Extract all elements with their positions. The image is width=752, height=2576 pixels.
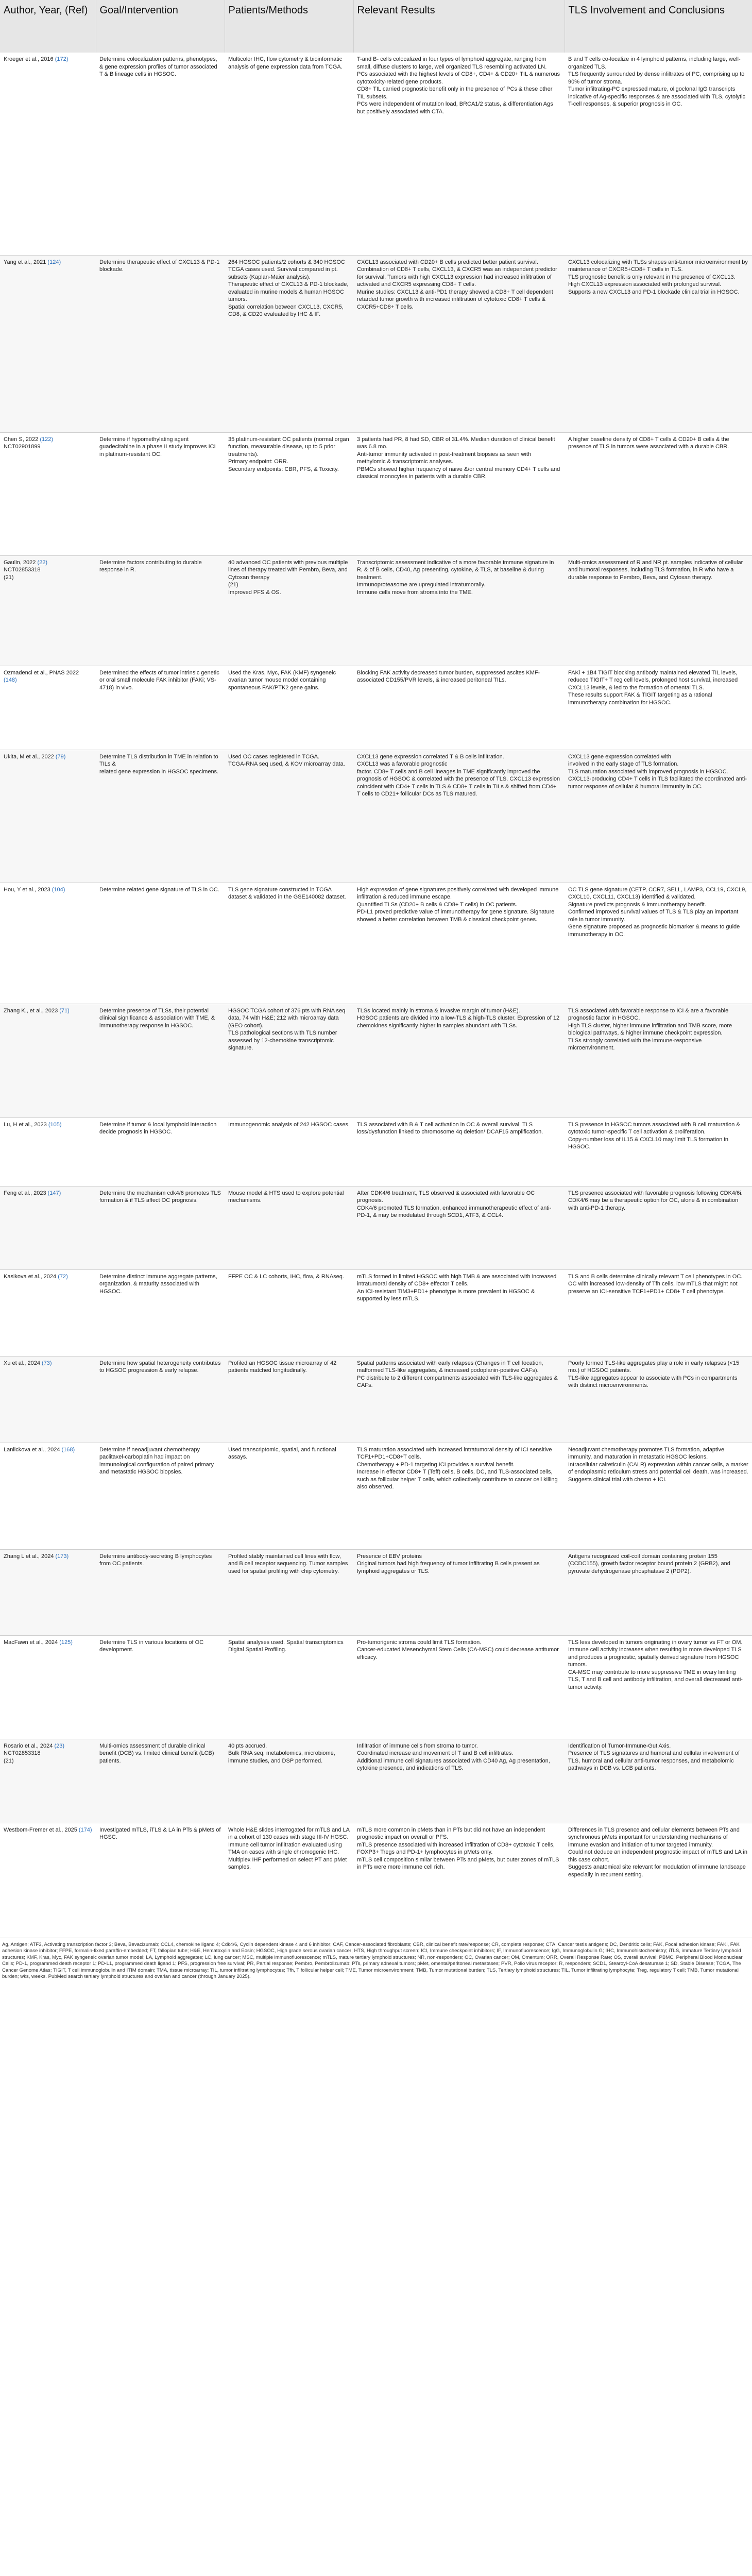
cell-paragraph: Determine factors contributing to durable response in R. bbox=[99, 559, 202, 573]
cell-tls-conclusions bbox=[565, 255, 752, 432]
cell-paragraph: Pro-tumorigenic stroma could limit TLS formation. bbox=[357, 1639, 482, 1646]
table-row bbox=[0, 1443, 752, 1549]
cell-paragraph: Determine TLS in various locations of OC development. bbox=[99, 1639, 204, 1653]
cell-goal bbox=[96, 1443, 225, 1549]
cell-paragraph: High expression of gene signatures positively correlated with developed immune infiltration & reduced immune escape. bbox=[357, 886, 559, 900]
cell-paragraph: An ICI-resistant TIM3+PD1+ phenotype is more prevalent in HGSOC & supported by less mTLS. bbox=[357, 1288, 535, 1302]
cell-results bbox=[353, 666, 565, 750]
cell-paragraph: mTLS presence associated with increased infiltration of CD8+ cytotoxic T cells, FOXP3+ Tregs and PD-1+ lymphocytes in pMets only. bbox=[357, 1841, 555, 1855]
cell-paragraph: CDK4/6 promoted TLS formation, enhanced immunotherapeutic effect of anti-PD-1, & may be modulated through SCD1, ATF3, & CCL4. bbox=[357, 1205, 552, 1218]
cell-paragraph: Signature predicts prognosis & immunotherapy benefit. bbox=[568, 901, 706, 908]
cell-results bbox=[353, 1186, 565, 1269]
cell-goal bbox=[96, 432, 225, 555]
cell-paragraph: Profiled an HGSOC tissue microarray of 42 patients matched longitudinally. bbox=[228, 1360, 337, 1374]
cell-author bbox=[0, 555, 96, 666]
cell-goal bbox=[96, 1635, 225, 1739]
cell-paragraph: Whole H&E slides interrogated for mTLS and LA in a cohort of 130 cases with stage III-IV HGSC. bbox=[228, 1826, 350, 1840]
author-text: MacFawn et al., 2024 (125) bbox=[4, 1639, 73, 1646]
cell-paragraph: Additional immune cell signatures associated with CD40 Ag, Ag presentation, cytokine presence, and indications of TLS. bbox=[357, 1757, 550, 1771]
cell-paragraph: Determined the effects of tumor intrinsic genetic or oral small molecule FAK inhibitor (FAKi; VS-4718) in vivo. bbox=[99, 669, 219, 691]
cell-paragraph: Determine distinct immune aggregate patterns, organization, & maturity associated with HGSOC. bbox=[99, 1273, 217, 1295]
cell-goal bbox=[96, 1823, 225, 1938]
cell-tls-conclusions bbox=[565, 1739, 752, 1823]
cell-patients-methods bbox=[225, 1635, 353, 1739]
cell-paragraph: These results support FAK & TIGIT targeting as a rational immunotherapy combination for HGSOC. bbox=[568, 692, 712, 706]
cell-paragraph: Therapeutic effect of CXCL13 & PD-1 blockade, evaluated in murine models & human HGSOC tumors. bbox=[228, 281, 349, 302]
table-row bbox=[0, 1823, 752, 1938]
reference-link[interactable]: (125) bbox=[59, 1639, 73, 1646]
cell-paragraph: mTLS more common in pMets than in PTs but did not have an independent prognostic impact on overall or PFS. bbox=[357, 1826, 545, 1840]
table-row bbox=[0, 53, 752, 255]
header-author: Author, Year, (Ref) bbox=[0, 0, 96, 53]
cell-paragraph: CA-MSC may contribute to more suppressive TME in ovary limiting TLS, T and B cell and antibody infiltration, and overall decreased anti-tumor activity. bbox=[568, 1669, 743, 1690]
cell-goal bbox=[96, 666, 225, 750]
trial-id: (21) bbox=[4, 574, 14, 581]
cell-patients-methods bbox=[225, 1739, 353, 1823]
cell-paragraph: Anti-tumor immunity activated in post-treatment biopsies as seen with methylomic & transcriptomic analyses. bbox=[357, 451, 532, 465]
cell-paragraph: OC with increased low-density of Tfh cells, low mTLS that might not preserve an ICI-sensitive TCF1+PD1+ CD8+ T cell phenotype. bbox=[568, 1281, 738, 1295]
cell-patients-methods bbox=[225, 1549, 353, 1635]
cell-tls-conclusions bbox=[565, 883, 752, 1004]
table-row bbox=[0, 1635, 752, 1739]
cell-paragraph: Immunogenomic analysis of 242 HGSOC cases. bbox=[228, 1121, 350, 1128]
cell-paragraph: Spatial patterns associated with early relapses (Changes in T cell location, malformed TLS-like aggregates, & increased podoplanin-positive CAFs). bbox=[357, 1360, 543, 1374]
cell-paragraph: Copy-number loss of IL15 & CXCL10 may limit TLS formation in HGSOC. bbox=[568, 1136, 728, 1150]
cell-paragraph: Original tumors had high frequency of tumor infiltrating B cells present as lymphoid aggregates or TLS. bbox=[357, 1561, 540, 1574]
cell-results bbox=[353, 750, 565, 883]
cell-paragraph: Identification of Tumor-Immune-Gut Axis. bbox=[568, 1742, 671, 1749]
cell-goal bbox=[96, 1356, 225, 1443]
author-text: Gaulin, 2022 (22) bbox=[4, 559, 47, 566]
trial-id: (21) bbox=[4, 1757, 14, 1764]
table-row bbox=[0, 750, 752, 883]
cell-paragraph: Determine if neoadjuvant chemotherapy paclitaxel-carboplatin had impact on immunological configuration of paired primary and metastatic HGSOC biopsies. bbox=[99, 1446, 214, 1475]
cell-results bbox=[353, 1549, 565, 1635]
cell-paragraph: Multi-omics assessment of durable clinical benefit (DCB) vs. limited clinical benefit (LCB) patients. bbox=[99, 1742, 214, 1764]
reference-link[interactable]: (71) bbox=[59, 1007, 70, 1014]
table-row bbox=[0, 432, 752, 555]
cell-paragraph: Gene signature proposed as prognostic biomarker & means to guide immunotherapy in OC. bbox=[568, 924, 740, 938]
author-text: Hou, Y et al., 2023 (104) bbox=[4, 886, 65, 893]
cell-paragraph: TCGA-RNA seq used, & KOV microarray data. bbox=[228, 761, 345, 767]
cell-paragraph: 264 HGSOC patients/2 cohorts & 340 HGSOC TCGA cases used. Survival compared in pt. subsets (Kaplan-Maier analysis). bbox=[228, 259, 345, 280]
cell-paragraph: TLS presence associated with favorable prognosis following CDK4/6i. bbox=[568, 1190, 743, 1196]
cell-tls-conclusions bbox=[565, 750, 752, 883]
cell-goal bbox=[96, 555, 225, 666]
table-row bbox=[0, 1356, 752, 1443]
cell-paragraph: Profiled stably maintained cell lines with flow, and B cell receptor sequencing. Tumor samples used for spatial profiling with chip cytometry. bbox=[228, 1553, 348, 1574]
cell-paragraph: PBMCs showed higher frequency of naive &/or central memory CD4+ T cells and classical monocytes in patients with a durable CBR. bbox=[357, 466, 560, 480]
reference-link[interactable]: (104) bbox=[52, 886, 65, 893]
cell-paragraph: Chemotherapy + PD-1 targeting ICI provides a survival benefit. bbox=[357, 1461, 515, 1468]
cell-goal bbox=[96, 883, 225, 1004]
cell-paragraph: Determine the mechanism cdk4/6 promotes TLS formation & if TLS affect OC prognosis. bbox=[99, 1190, 221, 1204]
cell-paragraph: Intracellular calreticulin (CALR) expression within cancer cells, a marker of endoplasmic reticulum stress and potential cell death, was increased. bbox=[568, 1461, 748, 1475]
cell-paragraph: Investigated mTLS, iTLS & LA in PTs & pMets of HGSC. bbox=[99, 1826, 221, 1840]
reference-link[interactable]: (147) bbox=[47, 1190, 61, 1196]
table-row bbox=[0, 1004, 752, 1117]
cell-author bbox=[0, 1186, 96, 1269]
cell-paragraph: Quantified TLSs (CD20+ B cells & CD8+ T cells) in OC patients. bbox=[357, 901, 518, 908]
reference-link[interactable]: (22) bbox=[37, 559, 47, 566]
cell-results bbox=[353, 255, 565, 432]
author-text: Kroeger et al., 2016 (172) bbox=[4, 56, 69, 62]
cell-tls-conclusions bbox=[565, 53, 752, 255]
table-row bbox=[0, 666, 752, 750]
cell-paragraph: TLSs located mainly in stroma & invasive margin of tumor (H&E). bbox=[357, 1007, 520, 1014]
table-row bbox=[0, 883, 752, 1004]
cell-goal bbox=[96, 1549, 225, 1635]
cell-author bbox=[0, 53, 96, 255]
trial-id: NCT02901899 bbox=[4, 444, 41, 450]
cell-goal bbox=[96, 1269, 225, 1356]
cell-tls-conclusions bbox=[565, 1443, 752, 1549]
cell-tls-conclusions bbox=[565, 555, 752, 666]
cell-tls-conclusions bbox=[565, 432, 752, 555]
cell-paragraph: Determine if tumor & local lymphoid interaction decide prognosis in HGSOC. bbox=[99, 1121, 217, 1135]
cell-paragraph: CXCL13 gene expression correlated with bbox=[568, 753, 671, 760]
cell-paragraph: Presence of TLS signatures and humoral and cellular involvement of TLS, humoral and cellular anti-tumor responses, and metabolomic pathways in DCB vs. LCB patients. bbox=[568, 1750, 740, 1771]
cell-paragraph: TLS less developed in tumors originating in ovary tumor vs FT or OM. bbox=[568, 1639, 743, 1646]
reference-link[interactable]: (73) bbox=[42, 1360, 52, 1366]
author-text: Lu, H et al., 2023 (105) bbox=[4, 1121, 62, 1128]
cell-paragraph: Determine therapeutic effect of CXCL13 & PD-1 blockade. bbox=[99, 259, 220, 273]
cell-tls-conclusions bbox=[565, 1004, 752, 1117]
cell-author bbox=[0, 1269, 96, 1356]
cell-author bbox=[0, 1635, 96, 1739]
cell-author bbox=[0, 1004, 96, 1117]
cell-paragraph: A higher baseline density of CD8+ T cells & CD20+ B cells & the presence of TLS in tumors were associated with a durable CBR. bbox=[568, 436, 729, 450]
cell-paragraph: TLS prognostic benefit is only relevant in the presence of CXCL13. bbox=[568, 274, 736, 280]
cell-paragraph: TLS maturation associated with increased intratumoral density of ICI sensitive TCF1+PD1+CD8+T cells. bbox=[357, 1446, 552, 1460]
cell-paragraph: Used the Kras, Myc, FAK (KMF) syngeneic ovarian tumor mouse model containing spontaneous FAK/PTK2 gene gains. bbox=[228, 669, 336, 691]
cell-patients-methods bbox=[225, 750, 353, 883]
cell-paragraph: related gene expression in HGSOC specimens. bbox=[99, 768, 219, 775]
cell-patients-methods bbox=[225, 53, 353, 255]
cell-goal bbox=[96, 1739, 225, 1823]
reference-link[interactable]: (174) bbox=[78, 1826, 92, 1833]
cell-goal bbox=[96, 1117, 225, 1186]
author-text: Ukita, M et al., 2022 (79) bbox=[4, 753, 66, 760]
cell-tls-conclusions bbox=[565, 1269, 752, 1356]
cell-paragraph: TLS associated with favorable response to ICI & are a favorable prognostic factor in HGSOC. bbox=[568, 1007, 729, 1021]
cell-paragraph: T-and B- cells colocalized in four types of lymphoid aggregate, ranging from small, diffuse clusters to large, well organized TLS resembling activated LN. bbox=[357, 56, 547, 70]
author-text: Feng et al., 2023 (147) bbox=[4, 1190, 61, 1196]
reference-link[interactable]: (172) bbox=[55, 56, 69, 62]
cell-paragraph: HGSOC TCGA cohort of 376 pts with RNA seq data, 74 with H&E; 212 with microarray data (GEO cohort). bbox=[228, 1007, 346, 1029]
cell-results bbox=[353, 53, 565, 255]
reference-link[interactable]: (148) bbox=[4, 677, 17, 683]
cell-paragraph: OC TLS gene signature (CETP, CCR7, SELL, LAMP3, CCL19, CXCL9, CXCL10, CXCL11, CXCL13) identified & validated. bbox=[568, 886, 747, 900]
cell-author bbox=[0, 432, 96, 555]
cell-patients-methods bbox=[225, 1117, 353, 1186]
cell-results bbox=[353, 883, 565, 1004]
cell-tls-conclusions bbox=[565, 1186, 752, 1269]
cell-author bbox=[0, 1117, 96, 1186]
header-patients-methods: Patients/Methods bbox=[225, 0, 353, 53]
cell-paragraph: Differences in TLS presence and cellular elements between PTs and synchronous pMets important for understanding mechanisms of immune evasion and initiation of tumor targeted immunity. bbox=[568, 1826, 740, 1848]
table-header-row bbox=[0, 0, 752, 53]
cell-paragraph: Infiltration of immune cells from stroma to tumor. bbox=[357, 1742, 478, 1749]
cell-paragraph: TLS gene signature constructed in TCGA dataset & validated in the GSE140082 dataset. bbox=[228, 886, 346, 900]
cell-author bbox=[0, 1823, 96, 1938]
cell-paragraph: Used transcriptomic, spatial, and functional assays. bbox=[228, 1446, 336, 1460]
cell-paragraph: High TLS cluster, higher immune infiltration and TMB score, more biological pathways, & higher immune checkpoint expression. bbox=[568, 1022, 732, 1036]
cell-paragraph: CXCL13 associated with CD20+ B cells predicted better patient survival. Combination of CD8+ T cells, CXCL13, & CXCR5 was an independent predictor for survival. Tumors with high CXCL13 expression had increased infiltration of activated and CXCR5 expressing CD8+ T cells. bbox=[357, 259, 557, 287]
cell-paragraph: Suggests anatomical site relevant for modulation of immune landscape especially in recurrent setting. bbox=[568, 1864, 746, 1878]
cell-patients-methods bbox=[225, 1269, 353, 1356]
cell-results bbox=[353, 1356, 565, 1443]
author-text: Westbom-Fremer et al., 2025 (174) bbox=[4, 1826, 92, 1833]
cell-paragraph: Used OC cases registered in TCGA. bbox=[228, 753, 320, 760]
cell-tls-conclusions bbox=[565, 1635, 752, 1739]
cell-paragraph: HGSOC patients are divided into a low-TLS & high-TLS cluster. Expression of 12 chemokines significantly higher in samples abundant with TLSs. bbox=[357, 1015, 560, 1029]
cell-paragraph: TLS presence in HGSOC tumors associated with B cell maturation & cytotoxic tumor-specific T cell activation & proliferation. bbox=[568, 1121, 740, 1135]
cell-author bbox=[0, 255, 96, 432]
cell-tls-conclusions bbox=[565, 1356, 752, 1443]
author-text: Xu et al., 2024 (73) bbox=[4, 1360, 52, 1366]
cell-paragraph: Transcriptomic assessment indicative of a more favorable immune signature in R, & of B cells, CD40, Ag presenting, cytokine, & TLS, at baseline & during treatment. bbox=[357, 559, 554, 581]
cell-paragraph: TLS-like aggregates appear to associate with PCs in compartments with distinct microenvironments. bbox=[568, 1375, 738, 1388]
cell-paragraph: After CDK4/6 treatment, TLS observed & associated with favorable OC prognosis. bbox=[357, 1190, 535, 1204]
cell-goal bbox=[96, 255, 225, 432]
cell-paragraph: Primary endpoint: ORR. bbox=[228, 459, 288, 465]
reference-link[interactable]: (168) bbox=[61, 1446, 75, 1453]
cell-paragraph: Determine presence of TLSs, their potential clinical significance & association with TME, & immunotherapy response in HGSOC. bbox=[99, 1007, 215, 1029]
cell-paragraph: TLS maturation associated with improved prognosis in HGSOC. bbox=[568, 768, 728, 775]
author-text: Kasikova et al., 2024 (72) bbox=[4, 1273, 68, 1280]
table-row bbox=[0, 255, 752, 432]
cell-patients-methods bbox=[225, 555, 353, 666]
cell-patients-methods bbox=[225, 1186, 353, 1269]
cell-tls-conclusions bbox=[565, 1117, 752, 1186]
cell-paragraph: TLS associated with B & T cell activation in OC & overall survival. TLS loss/dysfunction linked to chromosome 4q deletion/ DCAF15 amplification. bbox=[357, 1121, 543, 1135]
cell-paragraph: TLS pathological sections with TLS number assessed by 12-chemokine transcriptomic signature. bbox=[228, 1030, 337, 1051]
cell-author bbox=[0, 1739, 96, 1823]
table-row bbox=[0, 1739, 752, 1823]
reference-link[interactable]: (124) bbox=[47, 259, 61, 265]
author-text: Ozmadenci et al., PNAS 2022 (148) bbox=[4, 669, 79, 683]
cell-paragraph: TLS and B cells determine clinically relevant T cell phenotypes in OC. bbox=[568, 1273, 743, 1280]
header-tls-conclusions: TLS Involvement and Conclusions bbox=[565, 0, 752, 53]
cell-tls-conclusions bbox=[565, 1549, 752, 1635]
cell-paragraph: FAKi + 1B4 TIGIT blocking antibody maintained elevated TIL levels, reduced TIGIT+ T reg cell levels, prolonged host survival, increased CXCL13 levels, & led to the formation of omental TLS. bbox=[568, 669, 738, 691]
cell-paragraph: 40 advanced OC patients with previous multiple lines of therapy treated with Pembro, Beva, and Cytoxan therapy bbox=[228, 559, 348, 581]
cell-paragraph: Determine colocalization patterns, phenotypes, & gene expression profiles of tumor associated T & B lineage cells in HGSOC. bbox=[99, 56, 217, 77]
reference-link[interactable]: (122) bbox=[40, 436, 54, 443]
cell-results bbox=[353, 1269, 565, 1356]
cell-paragraph: Immune cells move from stroma into the TME. bbox=[357, 589, 473, 596]
cell-author bbox=[0, 883, 96, 1004]
cell-paragraph: Could not deduce an independent prognostic impact of mTLS and LA in this case cohort. bbox=[568, 1849, 747, 1863]
table-row bbox=[0, 1549, 752, 1635]
cell-paragraph: Increase in effector CD8+ T (Teff) cells, B cells, DC, and TLS-associated cells, such as follicular helper T cells, which collectively contribute to cancer cell killing also observed. bbox=[357, 1469, 558, 1490]
cell-paragraph: Determine how spatial heterogeneity contributes to HGSOC progression & early relapse. bbox=[99, 1360, 221, 1374]
cell-paragraph: Improved PFS & OS. bbox=[228, 589, 281, 596]
cell-paragraph: (21) bbox=[228, 582, 238, 588]
header-results: Relevant Results bbox=[353, 0, 565, 53]
trial-id: NCT02853318 bbox=[4, 567, 41, 573]
cell-paragraph: High CXCL13 expression associated with prolonged survival. bbox=[568, 281, 722, 287]
cell-paragraph: Confirmed improved survival values of TLS & TLS play an important role in tumor immunity. bbox=[568, 909, 739, 923]
reference-link[interactable]: (23) bbox=[54, 1742, 65, 1749]
cell-author bbox=[0, 1356, 96, 1443]
reference-link[interactable]: (79) bbox=[55, 753, 66, 760]
cell-paragraph: Determine antibody-secreting B lymphocytes from OC patients. bbox=[99, 1553, 212, 1567]
cell-results bbox=[353, 1635, 565, 1739]
cell-paragraph: Secondary endpoints: CBR, PFS, & Toxicity. bbox=[228, 466, 339, 472]
cell-paragraph: TLSs strongly correlated with the immune-responsive microenvironment. bbox=[568, 1037, 702, 1051]
cell-goal bbox=[96, 53, 225, 255]
cell-paragraph: Murine studies: CXCL13 & anti-PD1 therapy showed a CD8+ T cell dependent retarded tumor growth with increased infiltration of cytotoxic CD8+ T cells & CXCR5+CD8+ T cells. bbox=[357, 289, 553, 310]
table-row bbox=[0, 1269, 752, 1356]
reference-link[interactable]: (173) bbox=[55, 1553, 69, 1560]
cell-paragraph: Bulk RNA seq, metabolomics, microbiome, immune studies, and DSP performed. bbox=[228, 1750, 335, 1764]
cell-paragraph: PC distribute to 2 different compartments associated with TLS-like aggregates & CAFs. bbox=[357, 1375, 558, 1388]
cell-paragraph: 35 platinum-resistant OC patients (normal organ function, measurable disease, up to 5 prior treatments). bbox=[228, 436, 349, 457]
cell-author bbox=[0, 666, 96, 750]
cell-patients-methods bbox=[225, 255, 353, 432]
reference-link[interactable]: (72) bbox=[58, 1273, 68, 1280]
cell-paragraph: factor. CD8+ T cells and B cell lineages in TME significantly improved the prognosis of HGSOC & correlated with the presence of TLS. CXCL13 expression coincident with CD4+ T cells in TLS & CD8+ T cells in TILs & shifted from CD4+ T cells to CD21+ follicular DCs as TLS matured. bbox=[357, 768, 560, 797]
cell-paragraph: CD8+ TIL carried prognostic benefit only in the presence of PCs & these other TIL subsets. bbox=[357, 86, 553, 100]
cell-paragraph: CDK4/6 may be a therapeutic option for OC, alone & in combination with anti-PD-1 therapy. bbox=[568, 1197, 739, 1211]
cell-results bbox=[353, 432, 565, 555]
cell-paragraph: Determine related gene signature of TLS in OC. bbox=[99, 886, 219, 893]
cell-results bbox=[353, 1823, 565, 1938]
author-text: Zhang K., et al., 2023 (71) bbox=[4, 1007, 70, 1014]
header-goal: Goal/Intervention bbox=[96, 0, 225, 53]
cell-paragraph: CXCL13 colocalizing with TLSs shapes anti-tumor microenvironment by maintenance of CXCR5+CD8+ T cells in TLS. bbox=[568, 259, 748, 273]
cell-paragraph: Immune cell tumor infiltration evaluated using TMA on cases with single chromogenic IHC. bbox=[228, 1841, 342, 1855]
cell-paragraph: CXCL13 was a favorable prognostic bbox=[357, 761, 448, 767]
cell-paragraph: Determine if hypomethylating agent guadecitabine in a phase II study improves ICI in platinum-resistant OC. bbox=[99, 436, 216, 457]
cell-paragraph: mTLS cell composition similar between PTs and pMets, but outer zones of mTLS in PTs were more immune cell rich. bbox=[357, 1856, 559, 1870]
cell-paragraph: Multi-omics assessment of R and NR pt. samples indicative of cellular and humoral responses, including TLS formation, in R who have a durable response to Pembro, Beva, and Cytoxan therapy. bbox=[568, 559, 743, 581]
cell-paragraph: Multicolor IHC, flow cytometry & bioinformatic analysis of gene expression data from TCGA. bbox=[228, 56, 343, 70]
cell-paragraph: PCs associated with the highest levels of CD8+, CD4+ & CD20+ TIL & numerous cytotoxicity-related gene products. bbox=[357, 71, 560, 85]
trial-id: NCT02853318 bbox=[4, 1750, 41, 1756]
cell-paragraph: 40 pts accrued. bbox=[228, 1742, 267, 1749]
cell-author bbox=[0, 1443, 96, 1549]
cell-paragraph: 3 patients had PR, 8 had SD, CBR of 31.4%. Median duration of clinical benefit was 6.8 mo. bbox=[357, 436, 555, 450]
cell-goal bbox=[96, 1004, 225, 1117]
table-row bbox=[0, 1186, 752, 1269]
cell-goal bbox=[96, 750, 225, 883]
cell-tls-conclusions bbox=[565, 1823, 752, 1938]
cell-patients-methods bbox=[225, 1443, 353, 1549]
cell-paragraph: Neoadjuvant chemotherapy promotes TLS formation, adaptive immunity, and maturation in metastatic HGSOC lesions. bbox=[568, 1446, 725, 1460]
cell-results bbox=[353, 1443, 565, 1549]
cell-paragraph: PCs were independent of mutation load, BRCA1/2 status, & differentiation Ags but positively associated with CTA. bbox=[357, 101, 553, 115]
cell-paragraph: Mouse model & HTS used to explore potential mechanisms. bbox=[228, 1190, 344, 1204]
table-row bbox=[0, 1117, 752, 1186]
cell-paragraph: Multiplex IHF performed on select PT and pMet samples. bbox=[228, 1856, 347, 1870]
cell-patients-methods bbox=[225, 432, 353, 555]
cell-paragraph: involved in the early stage of TLS formation. bbox=[568, 761, 679, 767]
cell-paragraph: TLS frequently surrounded by dense infiltrates of PC, comprising up to 90% of tumor stroma. bbox=[568, 71, 745, 85]
author-text: Rosario et al., 2024 (23) bbox=[4, 1742, 65, 1749]
cell-paragraph: Suggests clinical trial with chemo + ICI. bbox=[568, 1476, 667, 1483]
table-row bbox=[0, 555, 752, 666]
author-text: Zhang L et al., 2024 (173) bbox=[4, 1553, 69, 1560]
cell-paragraph: Coordinated increase and movement of T and B cell infiltrates. bbox=[357, 1750, 514, 1756]
cell-patients-methods bbox=[225, 883, 353, 1004]
cell-paragraph: Determine TLS distribution in TME in relation to TILs & bbox=[99, 753, 218, 767]
cell-paragraph: CXCL13-producing CD4+ T cells in TLS facilitated the coordinated anti-tumor response of cellular & humoral immunity in OC. bbox=[568, 776, 747, 790]
cell-tls-conclusions bbox=[565, 666, 752, 750]
cell-patients-methods bbox=[225, 1004, 353, 1117]
cell-author bbox=[0, 750, 96, 883]
reference-link[interactable]: (105) bbox=[48, 1121, 62, 1128]
cell-paragraph: Spatial correlation between CXCL13, CXCR5, CD8, & CD20 evaluated by IHC & IF. bbox=[228, 303, 344, 317]
cell-paragraph: Poorly formed TLS-like aggregates play a role in early relapses (<15 mo.) of HGSOC patients. bbox=[568, 1360, 740, 1374]
author-text: Laniickova et al., 2024 (168) bbox=[4, 1446, 75, 1453]
cell-paragraph: Spatial analyses used. Spatial transcriptomics Digital Spatial Profiling. bbox=[228, 1639, 344, 1653]
cell-paragraph: CXCL13 gene expression correlated T & B cells infiltration. bbox=[357, 753, 504, 760]
cell-paragraph: Presence of EBV proteins bbox=[357, 1553, 422, 1560]
cell-results bbox=[353, 555, 565, 666]
cell-paragraph: Cancer-educated Mesenchymal Stem Cells (CA-MSC) could decrease antitumor efficacy. bbox=[357, 1647, 559, 1660]
cell-patients-methods bbox=[225, 1823, 353, 1938]
cell-goal bbox=[96, 1186, 225, 1269]
cell-paragraph: B and T cells co-localize in 4 lymphoid patterns, including large, well-organized TLS. bbox=[568, 56, 741, 70]
author-text: Yang et al., 2021 (124) bbox=[4, 259, 61, 265]
cell-paragraph: Supports a new CXCL13 and PD-1 blockade clinical trial in HGSOC. bbox=[568, 289, 740, 295]
cell-paragraph: PD-L1 proved predictive value of immunotherapy for gene signature. Signature showed a better correlation between TMB & classical checkpoint genes. bbox=[357, 909, 555, 923]
cell-paragraph: Immunoproteasome are upregulated intratumorally. bbox=[357, 582, 486, 588]
cell-paragraph: Tumor infiltrating-PC expressed mature, oligoclonal IgG transcripts indicative of Ag-specific responses & are associated with TLS, cytolytic T-cell responses, & superior prognosis in OC. bbox=[568, 86, 746, 107]
cell-author bbox=[0, 1549, 96, 1635]
cell-paragraph: Antigens recognized coil-coil domain containing protein 155 (CCDC155), growth factor receptor bound protein 2 (GRB2), and pyruvate dehydrogenase phosphatase 2 (PDP2). bbox=[568, 1553, 730, 1574]
cell-patients-methods bbox=[225, 1356, 353, 1443]
cell-results bbox=[353, 1739, 565, 1823]
author-text: Chen S, 2022 (122) bbox=[4, 436, 54, 443]
cell-paragraph: Blocking FAK activity decreased tumor burden, suppressed ascites KMF-associated CD155/PVR levels, & increased peritoneal TILs. bbox=[357, 669, 540, 683]
cell-paragraph: Immune cell activity increases when resulting in more developed TLS and produces a prognostic, spatially derived signature from HGSOC tumors. bbox=[568, 1647, 742, 1668]
cell-paragraph: mTLS formed in limited HGSOC with high TMB & are associated with increased intratumoral density of CD8+ effector T cells. bbox=[357, 1273, 557, 1287]
cell-results bbox=[353, 1117, 565, 1186]
cell-paragraph: FFPE OC & LC cohorts, IHC, flow, & RNAseq. bbox=[228, 1273, 344, 1280]
cell-patients-methods bbox=[225, 666, 353, 750]
table-footnote: Ag, Antigen; ATF3, Activating transcription factor 3; Beva, Bevacizumab; CCL4, chemokine ligand 4; Cdk4/6, Cyclin dependent kinase 4 and 6 inhibitor; CAF, Cancer-associated fibroblasts; CBR, clinical benefit rate/response; CR, complete response; CTA, Cancer testis antigens; DC, Dendritic cells; FAK, Focal adhesion kinase; FAKi, FAK adhesion kinase inhibitor; FFPE, formalin-fixed paraffin-embedded; FT, fallopian tube; H&E, Hematoxylin and Eosin; HGSOC, High grade serous ovarian cancer; HTS, High throughput screen; ICI, Immune checkpoint inhibitors; IF, Immunofluorescence; IgG, Immunoglobulin G; IHC, Immunohistochemistry; iTLS, immature Tertiary lymphoid structures; KMF, Kras, Myc, FAK syngeneic ovarian tumor model; LA, Lymphoid aggregates; LC, lung cancer; MSC, multiple immunofluorescence; mTLS, mature tertiary lymphoid structures; NR, non-responders; OC, Ovarian cancer; OM, Omentum; ORR, Overall Response Rate; OS, overall survival; PBMC, Peripheral Blood Mononuclear Cells; PD-1, programmed death receptor 1; PD-L1, programmed death ligand 1; PFS, progression free survival; PR, Partial response; Pembro, Pembrolizumab; PTs, primary adnexal tumors; pMet, omental/peritoneal metastases; PVR, Polio virus receptor; R, responders; SCD1, Stearoyl-CoA desaturase 1; SD, Stable Disease; TCGA, The Cancer Genome Atlas; TIGIT, T cell immunoglobulin and ITIM domain; TMA, tissue microarray; TIL, tumor infiltrating lymphocytes; Tfh, T follicular helper cell; TME, Tumor microenvironment; TMB, Tumor mutational burden; TLS, Tertiary lymphoid structures; TIL, Tumor infiltrating lymphocyte; Treg, regulatory T cell; TMB, Tumor mutational burden; wks, weeks. PubMed search tertiary lymphoid structures and ovarian and cancer (through January 2025). bbox=[2, 1941, 743, 1980]
cell-results bbox=[353, 1004, 565, 1117]
